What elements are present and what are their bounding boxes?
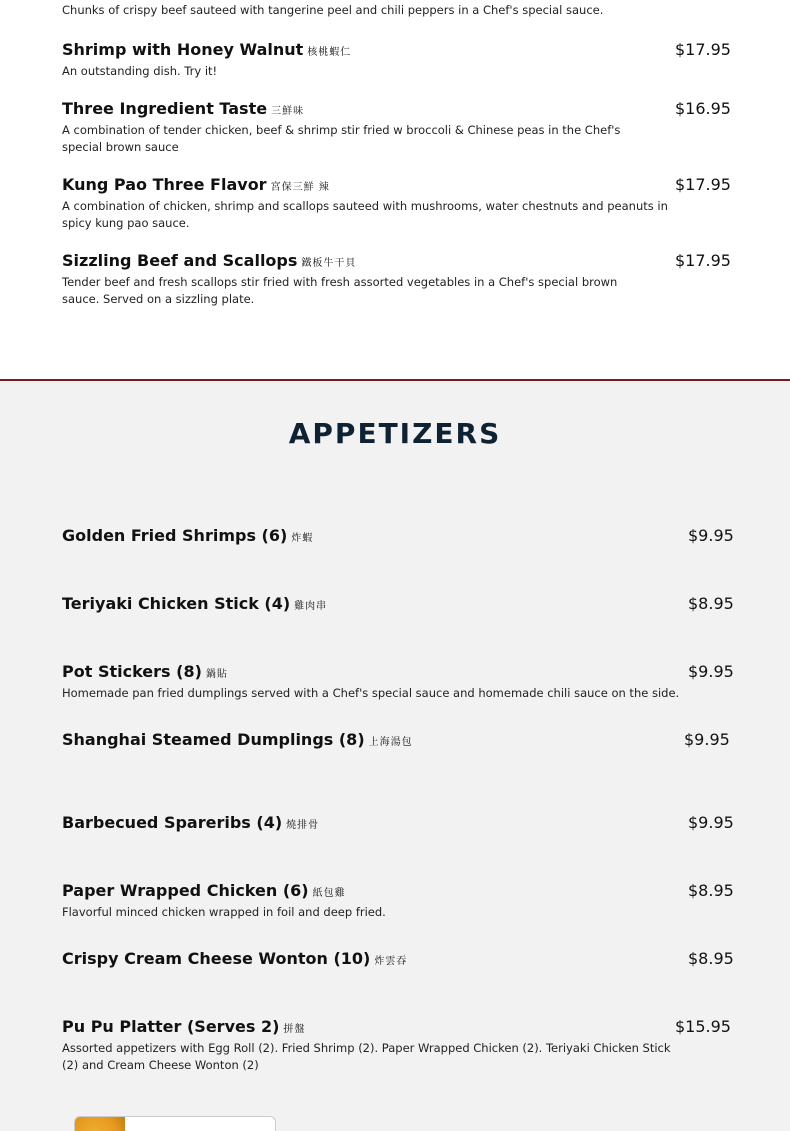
food-image [75, 1117, 125, 1131]
item-price: $8.95 [688, 594, 734, 613]
item-chinese-name: 燒排骨 [286, 820, 320, 831]
item-name: Crispy Cream Cheese Wonton (10) [62, 949, 371, 968]
item-description: Tender beef and fresh scallops stir fried with fresh assorted vegetables in a Chef's special brown sauce. Served on a sizzling plate. [62, 275, 618, 306]
item-price: $8.95 [688, 949, 734, 968]
section-title: APPETIZERS [288, 417, 502, 450]
menu-item[interactable] [62, 662, 734, 702]
item-price: $15.95 [675, 1017, 731, 1036]
item-chinese-name: 鍋貼 [205, 669, 228, 680]
item-price: $9.95 [684, 730, 730, 749]
menu-item[interactable] [62, 949, 734, 972]
item-chinese-name: 拼盤 [283, 1024, 306, 1035]
item-name: Barbecued Spareribs (4) [62, 813, 283, 832]
item-price: $8.95 [688, 881, 734, 900]
item-price: $9.95 [688, 813, 734, 832]
item-description: Homemade pan fried dumplings served with a Chef's special sauce and homemade chili sauce on the side. [62, 686, 680, 700]
item-chinese-name: 鐵板牛干貝 [301, 258, 357, 269]
item-name: Paper Wrapped Chicken (6) [62, 881, 309, 900]
menu-item[interactable] [62, 175, 731, 232]
item-price: $17.95 [675, 175, 731, 194]
food-photo-thumbnail[interactable] [74, 1116, 276, 1131]
item-price: $17.95 [675, 40, 731, 59]
item-description: Flavorful minced chicken wrapped in foil and deep fried. [62, 905, 386, 919]
item-chinese-name: 炸雲吞 [374, 956, 408, 967]
item-description: A combination of tender chicken, beef & shrimp stir fried w broccoli & Chinese peas in the Chef's special brown sauce [62, 123, 621, 154]
item-name: Golden Fried Shrimps (6) [62, 526, 288, 545]
appetizers-section [0, 381, 790, 1131]
item-price: $9.95 [688, 662, 734, 681]
item-name: Pot Stickers (8) [62, 662, 202, 681]
menu-item[interactable] [62, 526, 734, 549]
item-price: $16.95 [675, 99, 731, 118]
item-chinese-name: 雞肉串 [294, 601, 328, 612]
item-name: Shrimp with Honey Walnut [62, 40, 304, 59]
menu-item[interactable] [62, 99, 731, 156]
menu-item[interactable] [62, 881, 734, 921]
item-chinese-name: 上海湯包 [368, 737, 413, 748]
item-chinese-name: 核桃蝦仁 [307, 47, 352, 58]
item-description: An outstanding dish. Try it! [62, 64, 218, 78]
item-chinese-name: 宮保三鮮 辣 [270, 182, 330, 193]
item-name: Shanghai Steamed Dumplings (8) [62, 730, 365, 749]
item-chinese-name: 三鮮味 [271, 106, 305, 117]
menu-item[interactable] [62, 730, 728, 753]
menu-item[interactable] [62, 594, 734, 617]
item-description: Assorted appetizers with Egg Roll (2). Fried Shrimp (2). Paper Wrapped Chicken (2). Teriyaki Chicken Stick (2) and Cream Cheese Wonton (2) [62, 1041, 671, 1072]
menu-item[interactable] [62, 813, 734, 836]
item-name: Sizzling Beef and Scallops [62, 251, 298, 270]
item-name: Three Ingredient Taste [62, 99, 268, 118]
item-price: $17.95 [675, 251, 731, 270]
item-description: A combination of chicken, shrimp and scallops sauteed with mushrooms, water chestnuts and peanuts in spicy kung pao sauce. [62, 199, 668, 230]
menu-item[interactable] [62, 1017, 731, 1074]
item-name: Teriyaki Chicken Stick (4) [62, 594, 291, 613]
chef-specials-section [0, 0, 790, 380]
item-name: Pu Pu Platter (Serves 2) [62, 1017, 280, 1036]
item-chinese-name: 紙包雞 [312, 888, 346, 899]
menu-item[interactable] [62, 251, 731, 308]
item-chinese-name: 炸蝦 [291, 533, 314, 544]
item-price: $9.95 [688, 526, 734, 545]
menu-item[interactable] [62, 40, 731, 80]
item-name: Kung Pao Three Flavor [62, 175, 267, 194]
item-description: Chunks of crispy beef sauteed with tangerine peel and chili peppers in a Chef's special sauce. [62, 3, 604, 17]
